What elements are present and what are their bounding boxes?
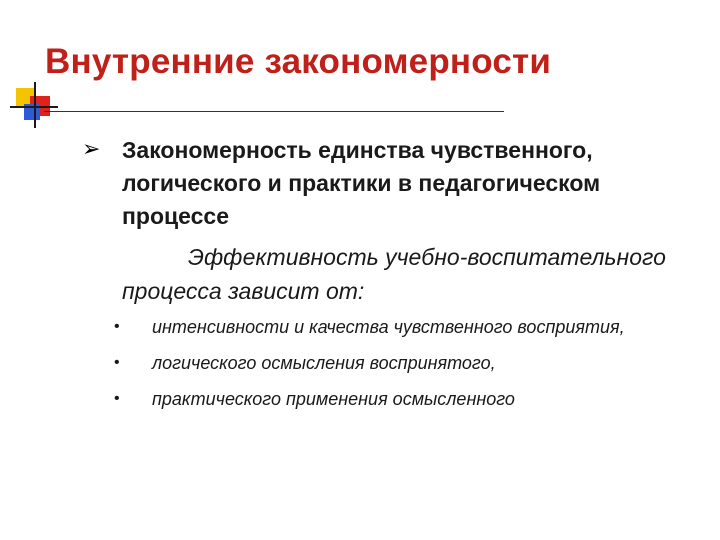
- list-item: [110, 386, 690, 412]
- main-point-text: Закономерность единства чувственного, логического и практики в педагогическом процессе: [122, 137, 601, 229]
- subheading-text: [122, 240, 692, 308]
- arrow-bullet-icon: ➢: [82, 136, 101, 161]
- vertical-line-decoration: [34, 82, 36, 128]
- list-item-text: логического осмысления воспринятого,: [152, 353, 496, 373]
- list-item-text: практического применения осмысленного: [152, 389, 515, 409]
- list-item-text: интенсивности и качества чувственного восприятия,: [152, 317, 625, 337]
- list-item: [110, 350, 690, 376]
- slide-title: Внутренние закономерности: [45, 42, 552, 81]
- title-underline: [44, 111, 504, 112]
- bullet-dot-icon: •: [114, 354, 120, 371]
- bullet-dot-icon: •: [114, 318, 120, 335]
- horizontal-line-decoration: [10, 106, 58, 108]
- list-item: [110, 314, 690, 340]
- bullet-dot-icon: •: [114, 390, 120, 407]
- subheading-label: Эффективность учебно-воспитательного процесса зависит от:: [122, 244, 666, 304]
- dependency-list: [110, 314, 690, 422]
